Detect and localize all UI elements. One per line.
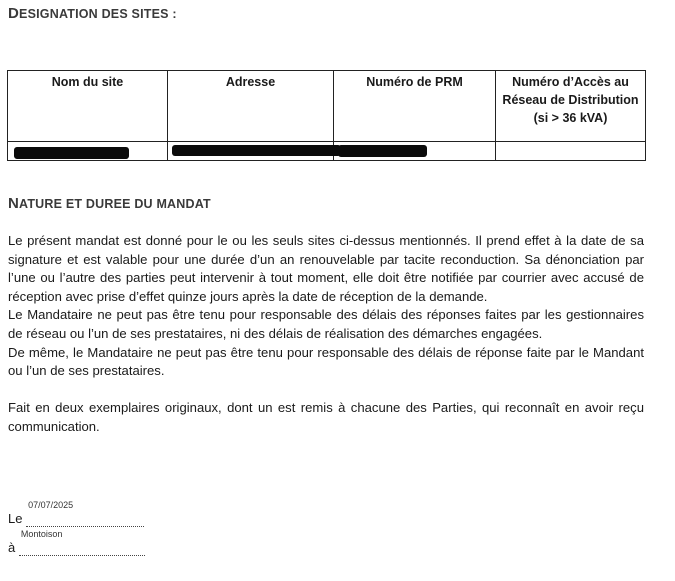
redaction-mark [172,145,341,156]
column-header-prm: Numéro de PRM [334,71,496,142]
date-value: 07/07/2025 [28,500,74,510]
table-row [8,142,646,161]
place-field[interactable] [19,529,145,556]
date-label: Le [8,511,23,526]
cell-site-name [8,142,168,161]
paragraph-effect: Le présent mandat est donné pour le ou les seuls sites ci-dessus mentionnés. Il prend effet à la date de sa signature et est valable pour une durée d’un an renouvelable par tacite reconduction. Sa dénonciation par l’une ou l’autre des parties peut intervenir à tout moment, elle doit être notifiée par courrier avec accusé de réception avec prise d’effet quinze jours après la date de réception de la demande. [8,233,644,304]
place-label: à [8,540,16,555]
column-header-address: Adresse [168,71,334,142]
date-field[interactable] [26,500,144,527]
cell-access-number [496,142,646,161]
signature-place-line [8,529,145,556]
redaction-mark [338,145,427,157]
paragraph-responsibility-mandant: De même, le Mandataire ne peut pas être tenu pour responsable des délais de réponse faite par le Mandant ou l’un de ses prestataires. [8,344,644,379]
column-header-site-name: Nom du site [8,71,168,142]
column-header-access-number: Numéro d’Accès au Réseau de Distribution (si > 36 kVA) [496,71,646,142]
section-title-designation: DESIGNATION DES SITES : [8,5,177,22]
paragraph-copies: Fait en deux exemplaires originaux, dont un est remis à chacune des Parties, qui reconnaît en avoir reçu communication. [8,400,644,434]
cell-address [168,142,334,161]
mandate-body [8,232,644,437]
table-header-row [8,71,646,142]
cell-prm [334,142,496,161]
sites-table [7,70,646,161]
redaction-mark [14,147,129,159]
paragraph-responsibility-network: Le Mandataire ne peut pas être tenu pour responsable des délais des réponses faites par les gestionnaires de réseau ou l’un de ses prestataires, ni des délais de réalisation des démarches engagées. [8,307,644,341]
section-title-nature: NATURE ET DUREE DU MANDAT [8,195,211,212]
signature-date-line [8,500,144,527]
place-value: Montoison [20,529,63,539]
